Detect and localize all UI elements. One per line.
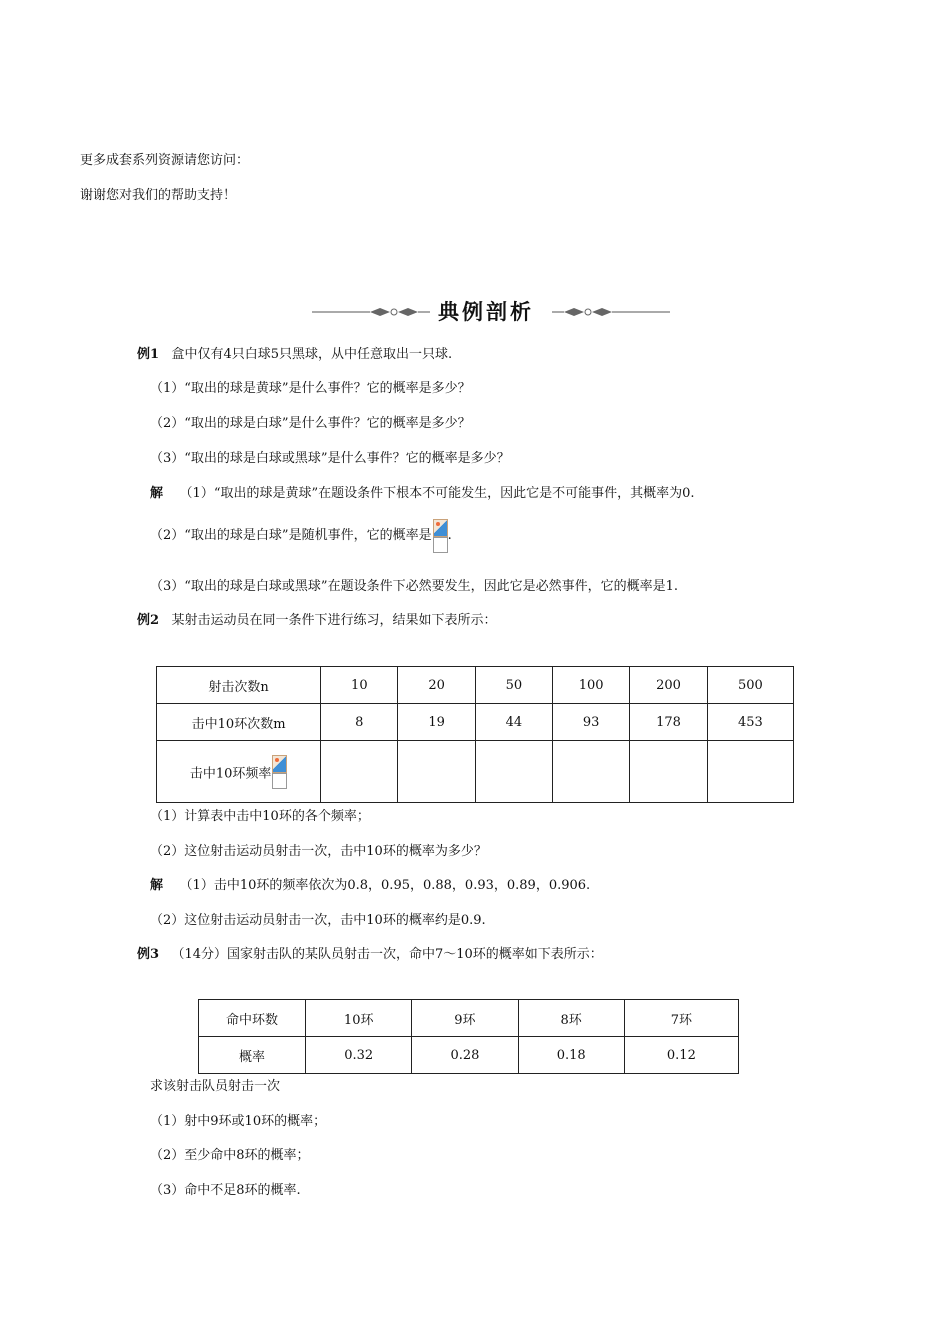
example-3-question-3: （3）命中不足8环的概率.	[150, 1183, 301, 1198]
table-cell: 8	[321, 704, 398, 741]
example-1-answer-2	[150, 519, 452, 553]
example-1-stem	[137, 346, 452, 364]
table-cell	[630, 741, 707, 803]
example-1-text: 盒中仅有4只白球5只黑球，从中任意取出一只球.	[171, 347, 453, 362]
table-row	[157, 741, 794, 803]
row-header-label: 击中10环频率	[189, 766, 272, 781]
solution-label: 解	[150, 878, 164, 893]
probability-table	[198, 999, 739, 1074]
example-3-label: 例3	[137, 947, 160, 962]
solution-label: 解	[150, 486, 164, 501]
answer-text: （2）“取出的球是白球”是随机事件，它的概率是	[150, 528, 432, 543]
table-cell: 0.18	[518, 1037, 624, 1074]
example-2-text: 某射击运动员在同一条件下进行练习，结果如下表所示：	[171, 613, 497, 628]
example-1-answer-3: （3）“取出的球是白球或黑球”在题设条件下必然要发生，因此它是必然事件，它的概率是1.	[150, 579, 678, 594]
example-1-question-3: （3）“取出的球是白球或黑球”是什么事件？它的概率是多少？	[150, 451, 510, 466]
table-cell	[321, 741, 398, 803]
example-2-answer-2: （2）这位射击运动员射击一次，击中10环的概率约是0.9.	[150, 913, 486, 928]
example-1-answer-1	[150, 485, 695, 503]
example-2-label: 例2	[137, 613, 160, 628]
answer-text: （1）击中10环的频率依次为0.8，0.95，0.88，0.93，0.89，0.906.	[179, 878, 591, 893]
table-cell: 7环	[624, 1000, 738, 1037]
table-cell: 93	[552, 704, 629, 741]
example-2-answer-1	[150, 877, 590, 895]
example-3-question-2: （2）至少命中8环的概率；	[150, 1148, 310, 1163]
table-row	[199, 1037, 739, 1074]
table-cell: 500	[707, 667, 793, 704]
example-2-stem	[137, 612, 496, 630]
answer-text: （1）“取出的球是黄球”在题设条件下根本不可能发生，因此它是不可能事件，其概率为0.	[179, 486, 695, 501]
table-cell: 453	[707, 704, 793, 741]
example-1-question-2: （2）“取出的球是白球”是什么事件？它的概率是多少？	[150, 416, 471, 431]
table-row	[157, 667, 794, 704]
right-ornament-icon	[552, 304, 670, 320]
table-cell	[707, 741, 793, 803]
table-cell	[398, 741, 475, 803]
row-header: 射击次数n	[157, 667, 321, 704]
table-cell: 0.28	[412, 1037, 518, 1074]
section-heading	[312, 296, 672, 328]
table-cell: 44	[475, 704, 552, 741]
row-header	[157, 741, 321, 803]
example-3-question-1: （1）射中9环或10环的概率；	[150, 1114, 327, 1129]
table-cell: 50	[475, 667, 552, 704]
table-cell: 0.12	[624, 1037, 738, 1074]
table-cell: 100	[552, 667, 629, 704]
example-2-question-2: （2）这位射击运动员射击一次，击中10环的概率为多少？	[150, 844, 487, 859]
shooting-table	[156, 666, 794, 803]
table-cell: 200	[630, 667, 707, 704]
row-header: 命中环数	[199, 1000, 306, 1037]
example-3-stem	[137, 946, 603, 964]
header-line-2: 谢谢您对我们的帮助支持！	[80, 188, 237, 203]
table-cell	[475, 741, 552, 803]
table-cell: 10环	[306, 1000, 412, 1037]
example-1-label: 例1	[137, 347, 160, 362]
example-3-ask: 求该射击队员射击一次	[150, 1079, 281, 1094]
example-3-text: （14分）国家射击队的某队员射击一次，命中7～10环的概率如下表所示：	[171, 947, 603, 962]
table-cell: 9环	[412, 1000, 518, 1037]
formula-image-icon	[272, 755, 287, 789]
section-title: 典例剖析	[438, 300, 534, 324]
table-cell: 178	[630, 704, 707, 741]
row-header: 击中10环次数m	[157, 704, 321, 741]
example-1-question-1: （1）“取出的球是黄球”是什么事件？它的概率是多少？	[150, 381, 471, 396]
table-cell: 0.32	[306, 1037, 412, 1074]
answer-end: .	[447, 528, 452, 543]
table-cell: 8环	[518, 1000, 624, 1037]
formula-image-icon	[433, 519, 448, 553]
table-cell	[552, 741, 629, 803]
table-cell: 19	[398, 704, 475, 741]
header-line-1: 更多成套系列资源请您访问：	[80, 153, 250, 168]
left-ornament-icon	[312, 304, 430, 320]
table-row	[157, 704, 794, 741]
row-header: 概率	[199, 1037, 306, 1074]
table-cell: 10	[321, 667, 398, 704]
example-2-question-1: （1）计算表中击中10环的各个频率；	[150, 809, 370, 824]
table-row	[199, 1000, 739, 1037]
table-cell: 20	[398, 667, 475, 704]
